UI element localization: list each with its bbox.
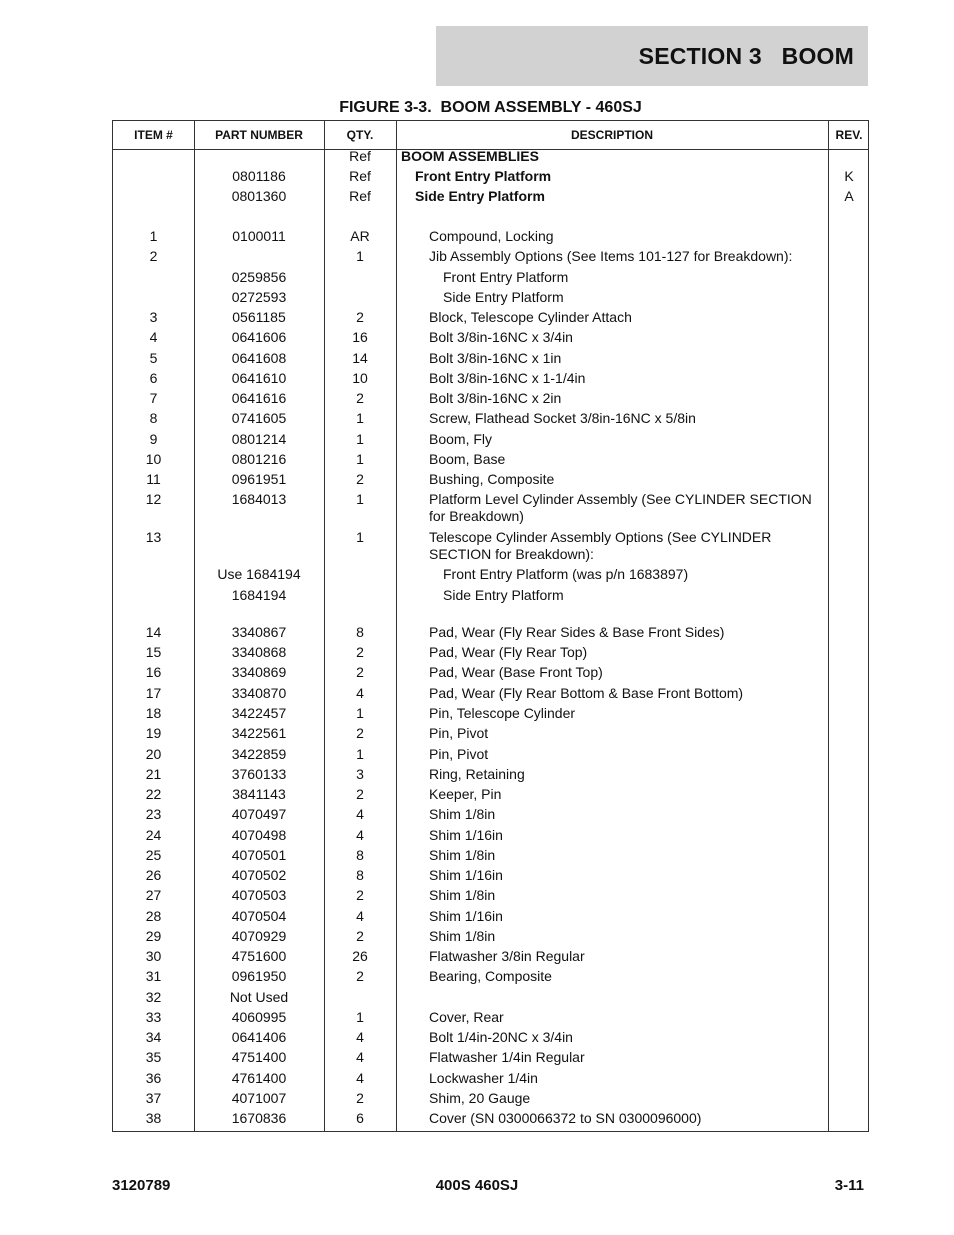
- part-number: 1670836: [231, 1110, 287, 1126]
- description: Telescope Cylinder Assembly Options (See CYLINDER SECTION for Breakdown):: [429, 529, 772, 562]
- part-number: 0272593: [231, 289, 287, 305]
- column-header-rev: REV.: [835, 128, 863, 142]
- description: Bolt 3/8in-16NC x 1in: [429, 350, 562, 366]
- quantity: 1: [356, 491, 364, 507]
- description: Shim 1/16in: [429, 908, 503, 924]
- part-number: 3340868: [231, 644, 287, 660]
- quantity: 14: [352, 350, 368, 366]
- description: Boom, Base: [429, 451, 506, 467]
- quantity: 4: [356, 685, 364, 701]
- part-number: 0801360: [231, 188, 287, 204]
- item-number: 12: [145, 491, 162, 507]
- revision: A: [844, 188, 854, 204]
- part-number: 4071007: [231, 1090, 287, 1106]
- section-title: SECTION 3 BOOM: [638, 42, 854, 69]
- parts-table: [112, 120, 869, 1132]
- part-number: Use 1684194: [217, 566, 301, 582]
- quantity: 4: [356, 1070, 364, 1086]
- item-number: 26: [145, 867, 162, 883]
- item-number: 35: [145, 1049, 162, 1065]
- item-number: 10: [145, 451, 162, 467]
- section-banner: [436, 26, 868, 86]
- item-number: 21: [145, 766, 162, 782]
- description: Shim 1/8in: [429, 887, 496, 903]
- description: Front Entry Platform: [415, 168, 552, 184]
- part-number: 4751600: [231, 948, 287, 964]
- description: Cover (SN 0300066372 to SN 0300096000): [429, 1110, 702, 1126]
- part-number: 3422457: [231, 705, 287, 721]
- quantity: 2: [356, 309, 364, 325]
- description: Side Entry Platform: [443, 587, 564, 603]
- description: Pad, Wear (Fly Rear Top): [429, 644, 588, 660]
- description: Keeper, Pin: [429, 786, 502, 802]
- description: Bolt 1/4in-20NC x 3/4in: [429, 1029, 573, 1045]
- item-number: 17: [145, 685, 162, 701]
- description: BOOM ASSEMBLIES: [401, 148, 539, 164]
- description: Pin, Telescope Cylinder: [429, 705, 576, 721]
- part-number: 0561185: [232, 309, 286, 325]
- footer-page-number: 3-11: [834, 1177, 864, 1194]
- part-number: 4070501: [231, 847, 287, 863]
- quantity: 1: [356, 451, 364, 467]
- column-header-description: DESCRIPTION: [570, 128, 653, 142]
- item-number: 25: [145, 847, 162, 863]
- quantity: 2: [356, 1090, 364, 1106]
- quantity: 2: [356, 390, 364, 406]
- item-number: 16: [145, 664, 162, 680]
- item-number: 19: [145, 725, 162, 741]
- quantity: 1: [356, 410, 364, 426]
- description: Pin, Pivot: [429, 746, 489, 762]
- description: Side Entry Platform: [415, 188, 545, 204]
- part-number: 3422859: [231, 746, 287, 762]
- quantity: 26: [352, 948, 368, 964]
- figure-title: FIGURE 3-3. BOOM ASSEMBLY - 460SJ: [339, 99, 642, 116]
- quantity: 4: [356, 1029, 364, 1045]
- part-number: 0801216: [231, 451, 287, 467]
- description: Cover, Rear: [429, 1009, 504, 1025]
- description: Pad, Wear (Base Front Top): [429, 664, 603, 680]
- item-number: 31: [145, 968, 162, 984]
- description: Shim, 20 Gauge: [429, 1090, 531, 1106]
- quantity: 6: [356, 1110, 364, 1126]
- quantity: Ref: [349, 168, 371, 184]
- description: Bearing, Composite: [429, 968, 552, 984]
- part-number: 1684194: [231, 587, 287, 603]
- description: Shim 1/8in: [429, 806, 496, 822]
- part-number: 4070929: [231, 928, 287, 944]
- part-number: 3340870: [231, 685, 287, 701]
- item-number: 28: [145, 908, 162, 924]
- item-number: 37: [145, 1090, 162, 1106]
- description: Flatwasher 3/8in Regular: [429, 948, 585, 964]
- description: Side Entry Platform: [443, 289, 564, 305]
- part-number: 3422561: [231, 725, 287, 741]
- part-number: 4060995: [231, 1009, 287, 1025]
- description: Flatwasher 1/4in Regular: [429, 1049, 585, 1065]
- part-number: Not Used: [229, 989, 289, 1005]
- column-header-part-number: PART NUMBER: [215, 128, 303, 142]
- part-number: 0259856: [231, 269, 287, 285]
- quantity: 1: [356, 1009, 364, 1025]
- quantity: 8: [356, 624, 364, 640]
- quantity: 2: [356, 887, 364, 903]
- quantity: 1: [356, 529, 364, 545]
- description: Pin, Pivot: [429, 725, 489, 741]
- description: Lockwasher 1/4in: [429, 1070, 538, 1086]
- item-number: 38: [145, 1110, 162, 1126]
- item-number: 24: [145, 827, 162, 843]
- item-number: 14: [145, 624, 162, 640]
- description: Screw, Flathead Socket 3/8in-16NC x 5/8in: [429, 410, 696, 426]
- quantity: 2: [356, 644, 364, 660]
- part-number: 0100011: [232, 228, 286, 244]
- quantity: Ref: [349, 188, 371, 204]
- description: Jib Assembly Options (See Items 101-127 for Breakdown):: [429, 248, 793, 264]
- revision: K: [844, 168, 854, 184]
- quantity: 4: [356, 1049, 364, 1065]
- part-number: 3841143: [232, 786, 286, 802]
- part-number: 4070497: [231, 806, 287, 822]
- quantity: 2: [356, 725, 364, 741]
- quantity: 4: [356, 806, 364, 822]
- quantity: AR: [350, 228, 370, 244]
- part-number: 4070504: [231, 908, 287, 924]
- item-number: 7: [149, 390, 158, 406]
- item-number: 5: [149, 350, 158, 366]
- quantity: 2: [356, 968, 364, 984]
- item-number: 20: [145, 746, 162, 762]
- quantity: 1: [356, 431, 364, 447]
- part-number: 0961951: [231, 471, 287, 487]
- description: Shim 1/8in: [429, 928, 496, 944]
- part-number: 0801214: [231, 431, 287, 447]
- description: Front Entry Platform (was p/n 1683897): [443, 566, 689, 582]
- part-number: 4070503: [231, 887, 287, 903]
- item-number: 33: [145, 1009, 162, 1025]
- item-number: 23: [145, 806, 162, 822]
- column-header-item: ITEM #: [134, 128, 173, 142]
- item-number: 27: [145, 887, 162, 903]
- column-divider: [396, 121, 397, 1131]
- item-number: 11: [146, 471, 161, 487]
- part-number: 3340869: [231, 664, 287, 680]
- item-number: 34: [145, 1029, 162, 1045]
- column-header-qty: QTY.: [346, 128, 374, 142]
- part-number: 0641610: [231, 370, 287, 386]
- quantity: 8: [356, 867, 364, 883]
- part-number: 4761400: [231, 1070, 287, 1086]
- item-number: 15: [145, 644, 162, 660]
- item-number: 13: [145, 529, 162, 545]
- item-number: 29: [145, 928, 162, 944]
- item-number: 30: [145, 948, 162, 964]
- description: Pad, Wear (Fly Rear Bottom & Base Front Bottom): [429, 685, 744, 701]
- quantity: 2: [356, 928, 364, 944]
- description: Bolt 3/8in-16NC x 3/4in: [429, 329, 573, 345]
- quantity: 4: [356, 827, 364, 843]
- description: Pad, Wear (Fly Rear Sides & Base Front Sides): [429, 624, 725, 640]
- description: Front Entry Platform: [443, 269, 569, 285]
- item-number: 3: [149, 309, 158, 325]
- quantity: 2: [356, 471, 364, 487]
- item-number: 18: [145, 705, 162, 721]
- quantity: 10: [352, 370, 368, 386]
- description: Shim 1/16in: [429, 827, 503, 843]
- item-number: 32: [145, 989, 162, 1005]
- item-number: 4: [149, 329, 158, 345]
- quantity: 1: [356, 746, 364, 762]
- quantity: 1: [356, 248, 364, 264]
- quantity: Ref: [349, 148, 371, 164]
- description: Bushing, Composite: [429, 471, 555, 487]
- item-number: 6: [149, 370, 158, 386]
- part-number: 0641608: [231, 350, 287, 366]
- part-number: 3760133: [231, 766, 287, 782]
- description: Bolt 3/8in-16NC x 2in: [429, 390, 562, 406]
- part-number: 4070502: [231, 867, 287, 883]
- item-number: 9: [149, 431, 158, 447]
- part-number: 0641616: [231, 390, 287, 406]
- quantity: 8: [356, 847, 364, 863]
- item-number: 8: [149, 410, 158, 426]
- description: Platform Level Cylinder Assembly (See CYLINDER SECTION for Breakdown): [429, 491, 812, 524]
- table-header: [113, 121, 868, 150]
- description: Bolt 3/8in-16NC x 1-1/4in: [429, 370, 586, 386]
- description: Ring, Retaining: [429, 766, 525, 782]
- footer-model: 400S 460SJ: [435, 1177, 519, 1194]
- quantity: 2: [356, 786, 364, 802]
- item-number: 2: [149, 248, 158, 264]
- description: Block, Telescope Cylinder Attach: [429, 309, 632, 325]
- description: Boom, Fly: [429, 431, 493, 447]
- part-number: 3340867: [231, 624, 287, 640]
- column-divider: [828, 121, 829, 1131]
- part-number: 0641606: [231, 329, 287, 345]
- item-number: 22: [145, 786, 162, 802]
- part-number: 0801186: [232, 168, 286, 184]
- footer-doc-number: 3120789: [112, 1177, 171, 1194]
- quantity: 1: [356, 705, 364, 721]
- part-number: 1684013: [231, 491, 287, 507]
- item-number: 36: [145, 1070, 162, 1086]
- part-number: 0961950: [231, 968, 287, 984]
- description: Compound, Locking: [429, 228, 554, 244]
- quantity: 3: [356, 766, 364, 782]
- part-number: 4751400: [231, 1049, 287, 1065]
- quantity: 2: [356, 664, 364, 680]
- part-number: 0741605: [231, 410, 287, 426]
- description: Shim 1/8in: [429, 847, 496, 863]
- description: Shim 1/16in: [429, 867, 503, 883]
- quantity: 4: [356, 908, 364, 924]
- part-number: 0641406: [231, 1029, 287, 1045]
- part-number: 4070498: [231, 827, 287, 843]
- quantity: 16: [352, 329, 368, 345]
- item-number: 1: [149, 228, 158, 244]
